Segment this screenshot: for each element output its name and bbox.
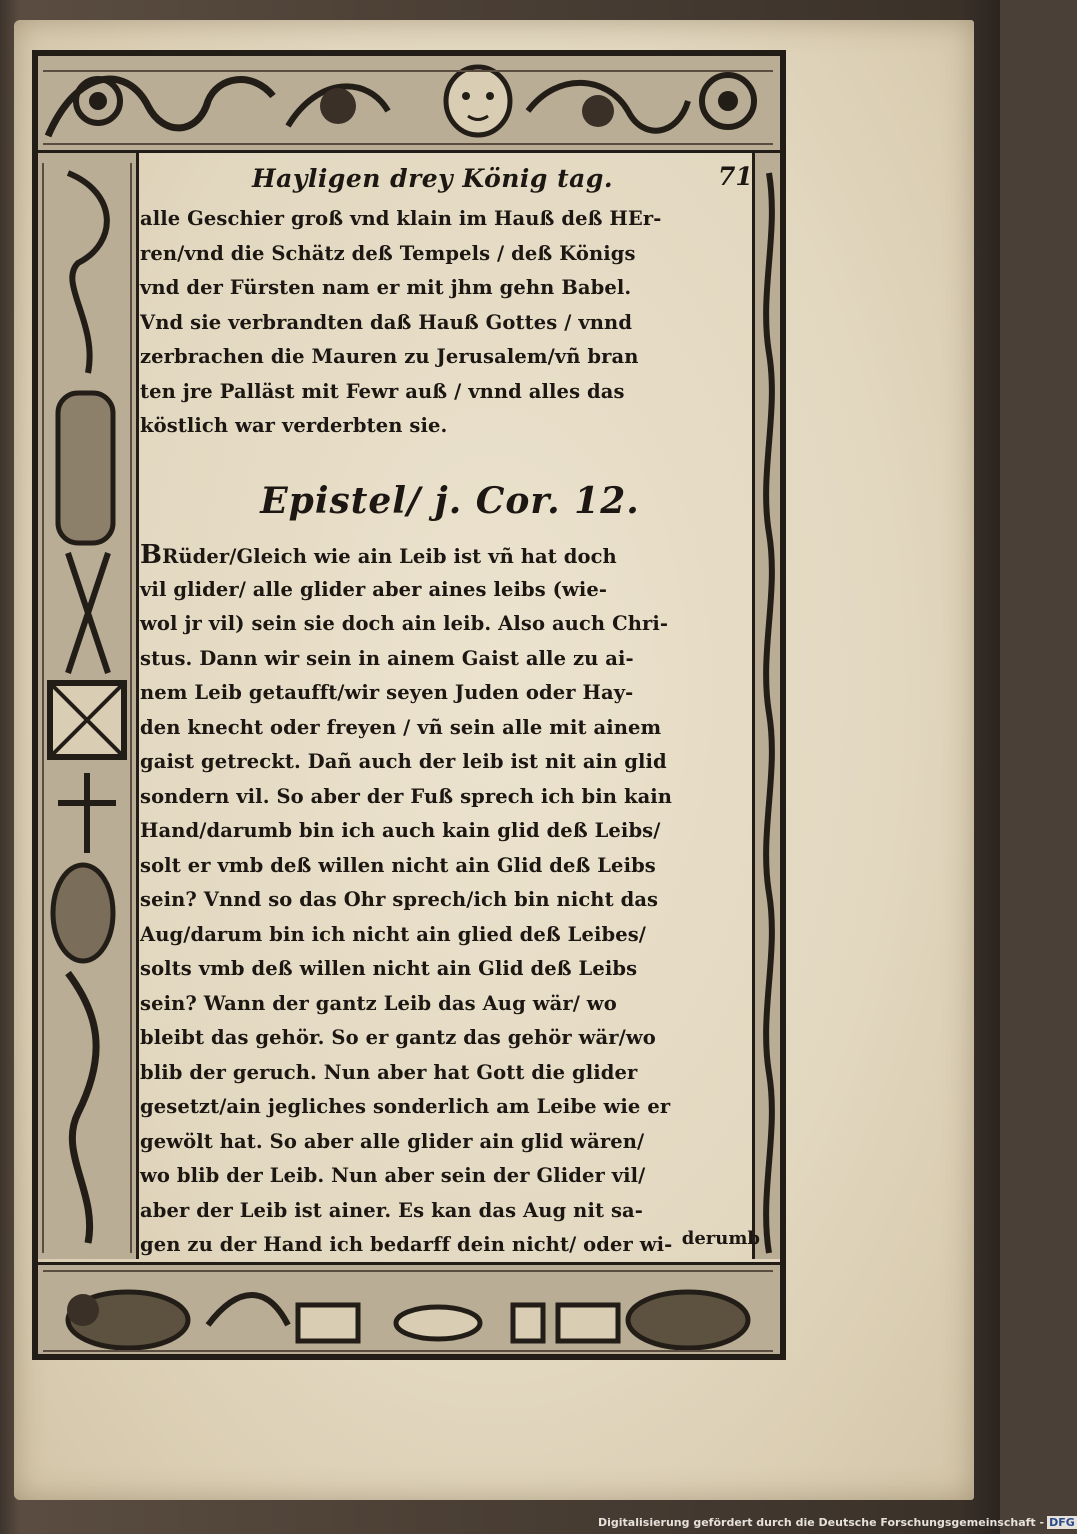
text-line: alle Geschier groß vnd klain im Hauß deß HEr- <box>140 207 662 230</box>
text-line: vil glider/ alle glider aber aines leibs (wie- <box>140 577 608 601</box>
text-line: Hand/darumb bin ich auch kain glid deß Leibs/ <box>140 819 661 842</box>
text-line: sondern vil. So aber der Fuß sprech ich bin kain <box>140 784 673 808</box>
text-line: stus. Dann wir sein in ainem Gaist alle zu ai- <box>140 646 634 670</box>
initial-letter: B <box>140 540 163 570</box>
text-line: zerbrachen die Mauren zu Jerusalem/vñ bran <box>140 345 639 368</box>
text-line: Vnd sie verbrandten daß Hauß Gottes / vnnd <box>140 310 633 334</box>
text-line: köstlich war verderbten sie. <box>140 414 448 437</box>
text-line: solts vmb deß willen nicht ain Glid deß Leibs <box>140 957 638 980</box>
text-line: blib der geruch. Nun aber hat Gott die glider <box>140 1060 638 1084</box>
text-line: wol jr vil) sein sie doch ain leib. Also auch Chri- <box>140 612 669 635</box>
page-number: 71 <box>718 162 753 191</box>
text-line: gewölt hat. So aber alle glider ain glid wären/ <box>140 1129 645 1153</box>
preceding-passage <box>140 202 760 444</box>
text-block <box>140 150 760 1260</box>
text-line: ten jre Palläst mit Fewr auß / vnnd alles das <box>140 379 625 403</box>
text-line: Aug/darum bin ich nicht ain glied deß Leibes/ <box>140 922 646 946</box>
text-line: den knecht oder freyen / vñ sein alle mit ainem <box>140 715 662 739</box>
text-line: bleibt das gehör. So er gantz das gehör wär/wo <box>140 1026 656 1049</box>
running-head: Hayligen drey König tag. <box>252 164 614 193</box>
text-line: wo blib der Leib. Nun aber sein der Glider vil/ <box>140 1164 646 1187</box>
catchword: derumb <box>681 1228 760 1249</box>
text-line: gaist getreckt. Dañ auch der leib ist nit ain glid <box>140 750 667 773</box>
text-line: ren/vnd die Schätz deß Tempels / deß Königs <box>140 241 636 265</box>
credit-text: Digitalisierung gefördert durch die Deutsche Forschungsgemeinschaft - <box>598 1516 1045 1529</box>
text-line-rest: Rüder/Gleich wie ain Leib ist vñ hat doch <box>162 545 617 568</box>
text-line: sein? Vnnd so das Ohr sprech/ich bin nicht das <box>140 888 659 911</box>
section-heading: Epistel/ j. Cor. 12. <box>260 480 640 522</box>
text-line: nem Leib getaufft/wir seyen Juden oder Hay- <box>140 681 634 704</box>
text-line: gen zu der Hand ich bedarff dein nicht/ oder wi- <box>140 1233 673 1256</box>
epistle-passage <box>140 538 760 1263</box>
text-line-first <box>140 538 760 573</box>
text-line: vnd der Fürsten nam er mit jhm gehn Babel. <box>140 276 632 299</box>
text-line: gesetzt/ain jegliches sonderlich am Leibe wie er <box>140 1095 671 1118</box>
text-line: solt er vmb deß willen nicht ain Glid deß Leibs <box>140 853 656 877</box>
text-line: sein? Wann der gantz Leib das Aug wär/ wo <box>140 991 617 1015</box>
text-line: aber der Leib ist ainer. Es kan das Aug nit sa- <box>140 1198 643 1222</box>
digitization-credit <box>598 1516 1075 1532</box>
dfg-logo: DFG <box>1049 1516 1075 1529</box>
